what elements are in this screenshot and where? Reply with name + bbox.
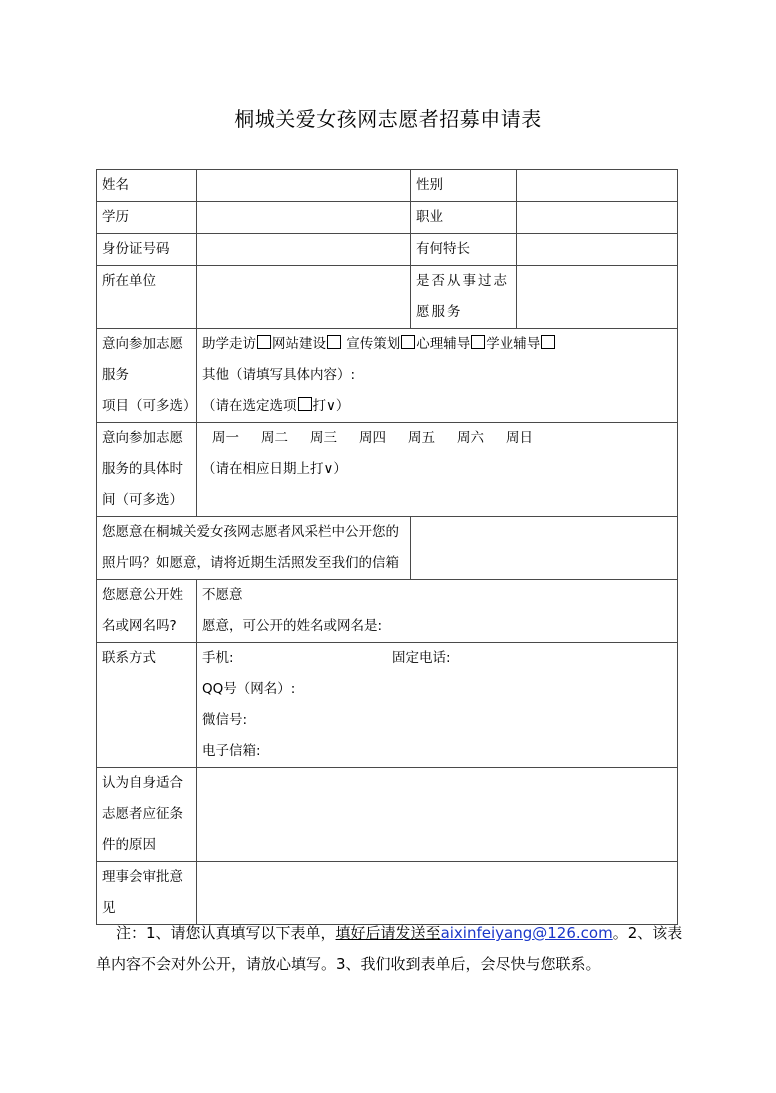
weekday[interactable]: 周四 (359, 430, 386, 446)
service-options (202, 329, 672, 360)
reason-field[interactable] (197, 768, 678, 862)
table-row (97, 202, 678, 234)
option-label: 学业辅导 (486, 336, 541, 352)
option-label: 心理辅导 (416, 336, 471, 352)
weekday[interactable]: 周六 (457, 430, 484, 446)
email-field[interactable]: 电子信箱: (202, 743, 261, 759)
volunteer-experience-field[interactable] (517, 266, 678, 329)
table-row (97, 266, 678, 329)
education-label: 学历 (97, 202, 197, 234)
name-label: 姓名 (97, 170, 197, 202)
table-row (97, 643, 678, 768)
table-row (97, 517, 678, 580)
service-time-cell[interactable] (197, 423, 678, 517)
weekday[interactable]: 周三 (310, 430, 337, 446)
application-form-table (96, 169, 678, 925)
reason-label: 认为自身适合志愿者应征条件的原因 (97, 768, 197, 862)
table-row (97, 234, 678, 266)
workplace-field[interactable] (197, 266, 411, 329)
note-part2: 填好后请发送至 (335, 924, 441, 942)
idcard-label: 身份证号码 (97, 234, 197, 266)
specialty-field[interactable] (517, 234, 678, 266)
mobile-field[interactable]: 手机: (202, 650, 234, 666)
checkbox-tutoring-visit[interactable] (257, 335, 271, 349)
weekday[interactable]: 周二 (261, 430, 288, 446)
table-row (97, 580, 678, 643)
occupation-label: 职业 (411, 202, 517, 234)
page-title: 桐城关爱女孩网志愿者招募申请表 (234, 107, 542, 131)
checkbox-website[interactable] (327, 335, 341, 349)
option-label: 助学走访 (202, 336, 256, 352)
contact-cell (197, 643, 678, 768)
checkbox-publicity[interactable] (401, 335, 415, 349)
note-part1: 注：1、请您认真填写以下表单， (116, 924, 336, 942)
checkbox-sample (298, 397, 312, 411)
public-name-label: 您愿意公开姓名或网名吗? (97, 580, 197, 643)
public-yes-option[interactable]: 愿意，可公开的姓名或网名是: (202, 618, 383, 634)
table-row (97, 423, 678, 517)
contact-phone-row (202, 643, 672, 674)
table-row (97, 768, 678, 862)
gender-label: 性别 (411, 170, 517, 202)
service-items-label: 意向参加志愿服务 项目（可多选） (97, 329, 197, 423)
approval-label: 理事会审批意见 (97, 862, 197, 925)
note-part3: 。2、该表单内容不会对外公开，请放心填写。3、我们收到表单后，会尽快与您联系。 (96, 924, 683, 973)
volunteer-experience-label: 是否从事过志愿服务 (411, 266, 517, 329)
select-hint-suffix: 打∨） (312, 398, 350, 414)
name-field[interactable] (197, 170, 411, 202)
landline-field[interactable]: 固定电话: (392, 650, 451, 666)
education-field[interactable] (197, 202, 411, 234)
idcard-field[interactable] (197, 234, 411, 266)
select-hint (202, 391, 672, 422)
workplace-label: 所在单位 (97, 266, 197, 329)
service-time-label: 意向参加志愿服务的具体时间（可多选） (97, 423, 197, 517)
weekday[interactable]: 周日 (506, 430, 533, 446)
photo-answer-field[interactable] (411, 517, 678, 580)
approval-field[interactable] (197, 862, 678, 925)
public-name-cell (197, 580, 678, 643)
public-no-option[interactable]: 不愿意 (202, 587, 243, 603)
photo-question: 您愿意在桐城关爱女孩网志愿者风采栏中公开您的照片吗？如愿意，请将近期生活照发至我们的信箱 (97, 517, 411, 580)
option-label: 宣传策划 (342, 336, 401, 352)
specialty-label: 有何特长 (411, 234, 517, 266)
weekday[interactable]: 周五 (408, 430, 435, 446)
gender-field[interactable] (517, 170, 678, 202)
table-row (97, 329, 678, 423)
qq-field[interactable]: QQ号（网名）: (202, 681, 296, 697)
email-link[interactable]: aixinfeiyang@126.com (440, 924, 613, 942)
checkbox-academic[interactable] (541, 335, 555, 349)
footnote (96, 918, 686, 980)
contact-label: 联系方式 (97, 643, 197, 768)
weekday[interactable]: 周一 (212, 430, 239, 446)
checkbox-counseling[interactable] (471, 335, 485, 349)
other-field[interactable]: 其他（请填写具体内容）: (202, 367, 356, 383)
table-row (97, 862, 678, 925)
table-row (97, 170, 678, 202)
weekday-hint: （请在相应日期上打∨） (202, 461, 347, 477)
weekday-list (202, 423, 672, 485)
option-label: 网站建设 (272, 336, 326, 352)
wechat-field[interactable]: 微信号: (202, 712, 248, 728)
service-items-cell (197, 329, 678, 423)
select-hint-prefix: （请在选定选项 (202, 398, 297, 414)
occupation-field[interactable] (517, 202, 678, 234)
